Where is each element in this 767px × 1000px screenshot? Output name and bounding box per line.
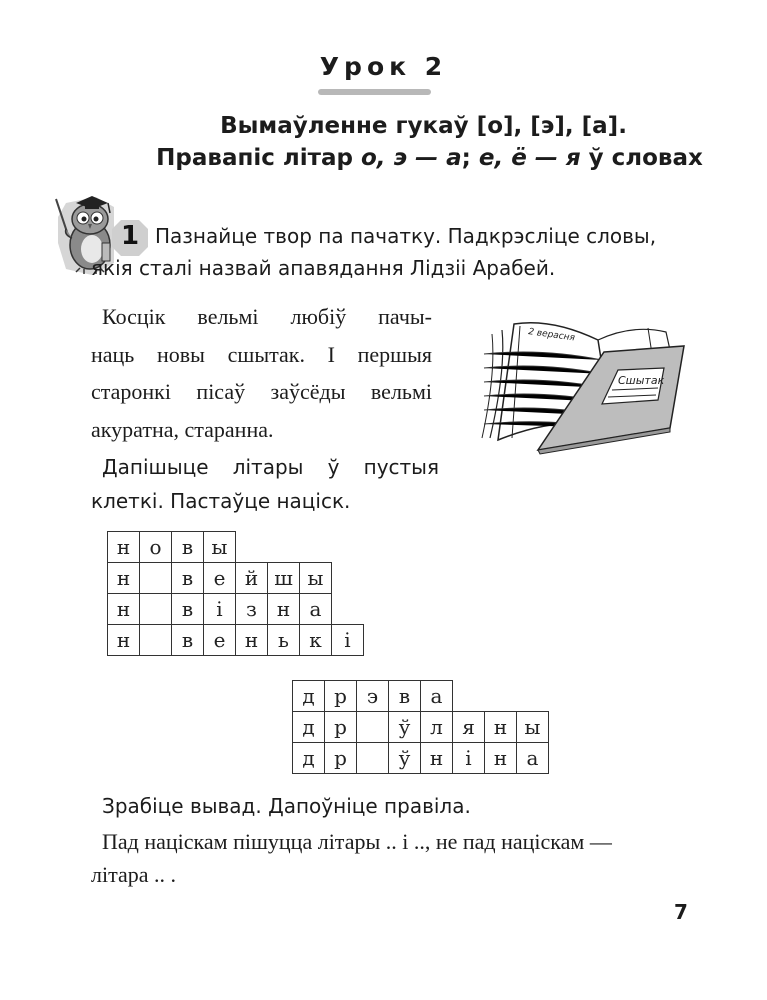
page-date: 2 верасня [527, 327, 576, 344]
grid-cell: р [325, 712, 357, 743]
grid-cell: ь [268, 625, 300, 656]
grid-cell: д [293, 681, 325, 712]
task-text-line2: якія сталі назвай апавядання Лідзіі Арабей. [91, 256, 556, 280]
grid-row [108, 532, 364, 563]
grid-cell: з [236, 594, 268, 625]
grid-row [108, 563, 364, 594]
grid-void [300, 532, 332, 563]
grid-cell: а [517, 743, 549, 774]
page-number: 7 [674, 900, 688, 924]
exercise-number-badge [112, 220, 148, 256]
grid-cell: і [204, 594, 236, 625]
grid-void [332, 594, 364, 625]
grid-cell: н [485, 712, 517, 743]
grid-cell: ш [268, 563, 300, 594]
heading-prefix: Правапіс літар [156, 145, 361, 171]
notebook-illustration [462, 310, 694, 460]
lesson-title-underline [318, 89, 431, 95]
grid-void [268, 532, 300, 563]
grid-cell: р [325, 743, 357, 774]
heading-letters-1: о, э — а [360, 145, 462, 171]
grid-cell: ы [300, 563, 332, 594]
grid-cell: ў [389, 712, 421, 743]
instruction-line: Дапішыце літары ў пустыя [102, 455, 439, 479]
grid-cell: і [453, 743, 485, 774]
grid-cell-blank[interactable] [140, 625, 172, 656]
grid-row [293, 743, 549, 774]
lesson-heading-line2 [46, 145, 767, 171]
grid-void [332, 532, 364, 563]
grid-row [108, 594, 364, 625]
grid-cell: в [172, 594, 204, 625]
grid-void [485, 681, 517, 712]
grid-cell: н [108, 625, 140, 656]
grid-cell: е [204, 563, 236, 594]
story-line: старонкі пісаў заўсёды вельмі [91, 379, 432, 404]
grid-cell: і [332, 625, 364, 656]
grid-cell: й [236, 563, 268, 594]
grid-cell: н [108, 563, 140, 594]
story-line: акуратна, старанна. [91, 416, 274, 442]
instruction-line: клеткі. Пастаўце націск. [91, 489, 351, 513]
grid-cell: н [268, 594, 300, 625]
grid-cell-blank[interactable] [357, 743, 389, 774]
grid-cell: д [293, 712, 325, 743]
exercise-number: 1 [120, 221, 140, 251]
grid-cell: в [172, 532, 204, 563]
lesson-title: Урок 2 [319, 52, 448, 81]
grid-cell: ы [517, 712, 549, 743]
grid-void [236, 532, 268, 563]
story-excerpt [91, 298, 432, 448]
grid-cell: ў [389, 743, 421, 774]
grid-cell: н [108, 532, 140, 563]
grid-cell: р [325, 681, 357, 712]
grid-cell: а [421, 681, 453, 712]
grid-cell: в [172, 563, 204, 594]
heading-suffix: ў словах [580, 145, 703, 171]
grid-cell-blank[interactable] [140, 594, 172, 625]
grid-cell: я [453, 712, 485, 743]
grid-cell: н [236, 625, 268, 656]
task-text-line1: Пазнайце твор па пачатку. Падкрэсліце словы, [155, 224, 657, 248]
grid-cell: в [389, 681, 421, 712]
grid-cell: э [357, 681, 389, 712]
grid-cell: а [300, 594, 332, 625]
heading-letters-2: е, ё — я [478, 145, 581, 171]
grid-row [293, 681, 549, 712]
grid-row [108, 625, 364, 656]
grid-cell: д [293, 743, 325, 774]
grid-void [517, 681, 549, 712]
grid-cell: н [485, 743, 517, 774]
lesson-heading-line1: Вымаўленне гукаў [о], [э], [а]. [220, 113, 627, 139]
letter-grid-1 [107, 531, 364, 656]
cover-label: Сшытак [618, 374, 665, 387]
conclusion-prompt: Зрабіце вывад. Дапоўніце правіла. [102, 794, 471, 818]
grid-void [332, 563, 364, 594]
grid-cell-blank[interactable] [357, 712, 389, 743]
story-line: Косцік вельмі любіў пачы- [102, 304, 432, 329]
letter-grid-2 [292, 680, 549, 774]
grid-cell: н [108, 594, 140, 625]
grid-cell: е [204, 625, 236, 656]
grid-row [293, 712, 549, 743]
story-line: наць новы сшытак. І першыя [91, 341, 432, 367]
instruction-text [91, 450, 439, 518]
grid-cell: л [421, 712, 453, 743]
grid-cell: в [172, 625, 204, 656]
rule-text-line1: Пад націскам пішуцца літары .. і .., не пад націскам — [102, 829, 612, 854]
rule-text-line2: літара .. . [91, 862, 177, 887]
grid-cell: н [421, 743, 453, 774]
grid-cell: ы [204, 532, 236, 563]
grid-cell-blank[interactable] [140, 563, 172, 594]
grid-cell: к [300, 625, 332, 656]
grid-void [453, 681, 485, 712]
heading-mid: ; [461, 145, 479, 171]
grid-cell: о [140, 532, 172, 563]
